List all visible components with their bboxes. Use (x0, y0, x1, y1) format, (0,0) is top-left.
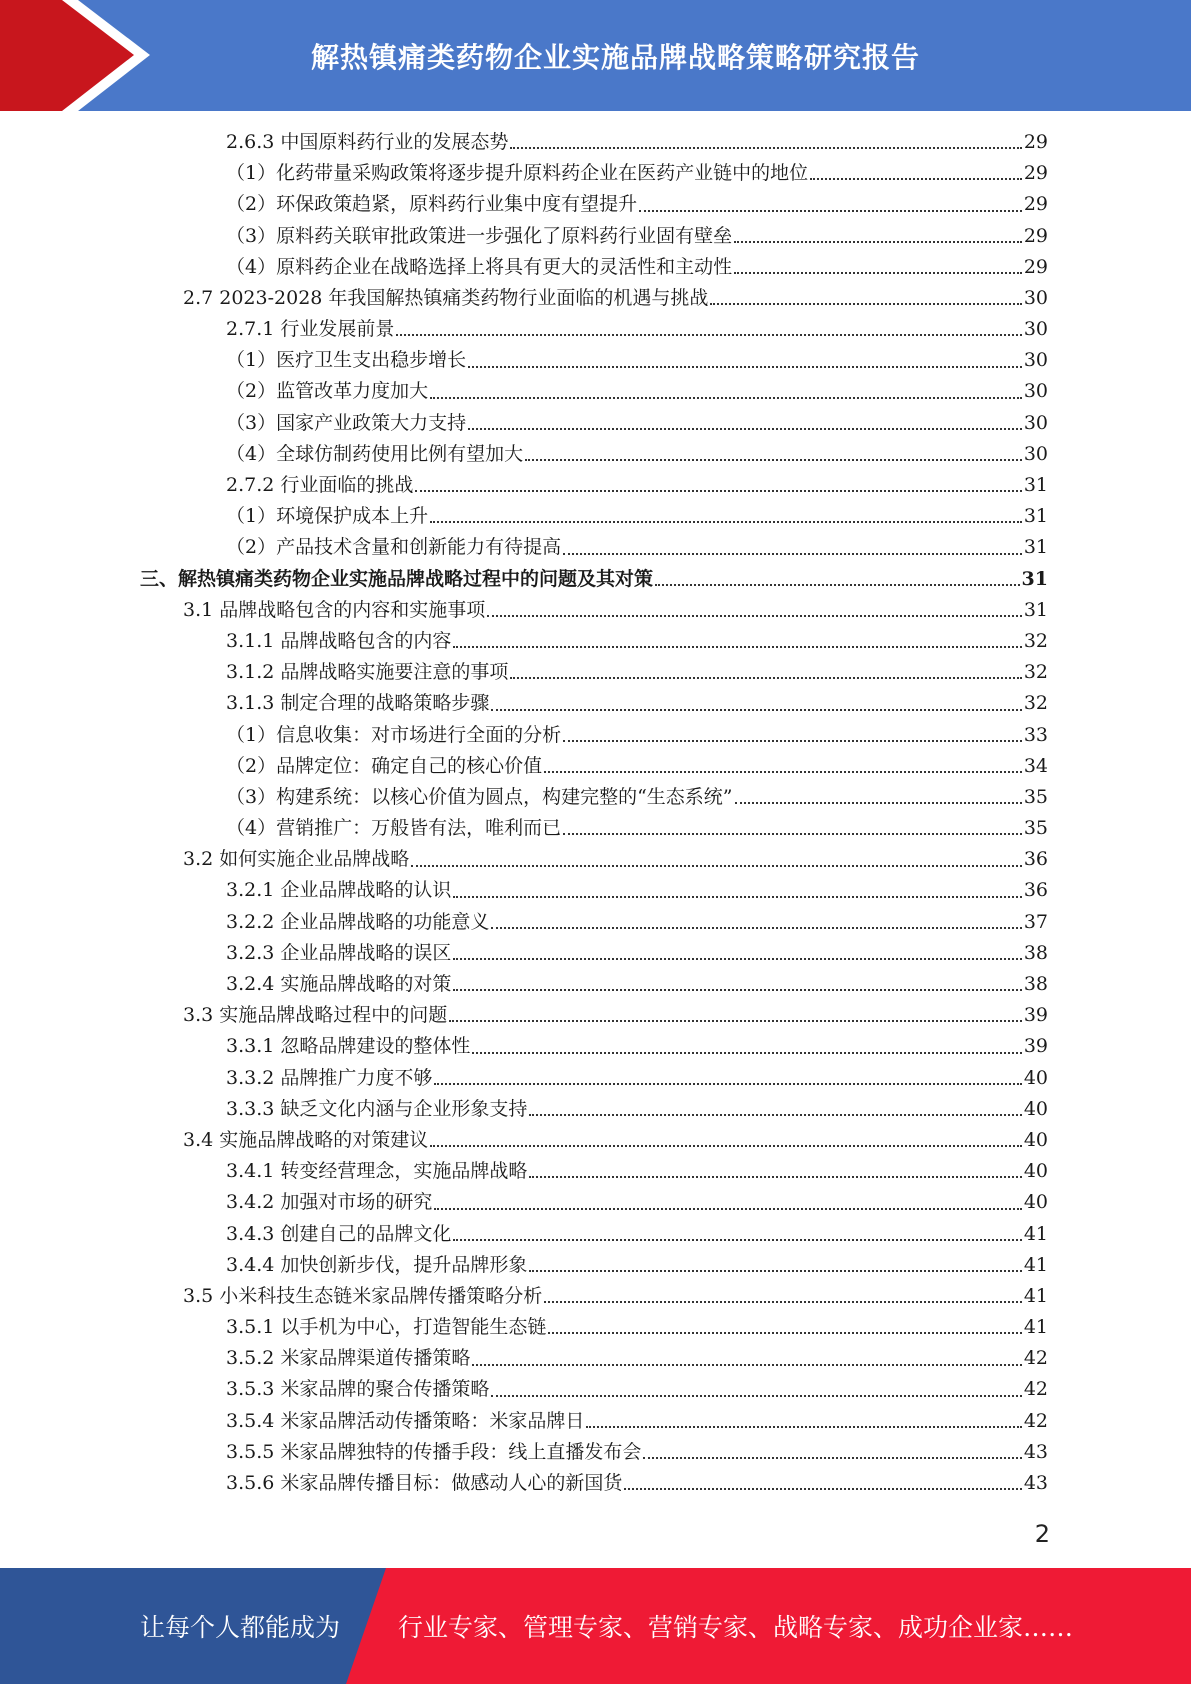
toc-entry[interactable] (140, 813, 1048, 844)
toc-entry[interactable] (140, 1125, 1048, 1156)
toc-entry-title: 3.5.4 米家品牌活动传播策略：米家品牌日 (226, 1409, 585, 1432)
toc-entry-title: （1）化药带量采购政策将逐步提升原料药企业在医药产业链中的地位 (226, 162, 809, 185)
dot-leader (544, 771, 1022, 773)
toc-entry-page: 29 (1023, 224, 1048, 247)
dot-leader (563, 553, 1022, 555)
dot-leader (643, 1457, 1021, 1459)
toc-entry-page: 39 (1023, 1004, 1048, 1027)
dot-leader (491, 709, 1021, 711)
toc-entry-page: 40 (1023, 1191, 1048, 1214)
dot-leader (430, 397, 1022, 399)
dot-leader (548, 1332, 1021, 1334)
toc-entry-page: 40 (1023, 1128, 1048, 1151)
toc-entry[interactable] (140, 720, 1048, 751)
toc-entry-title: 3.2.4 实施品牌战略的对策 (226, 973, 452, 996)
dot-leader (529, 1114, 1021, 1116)
toc-entry-page: 43 (1023, 1472, 1048, 1495)
toc-entry-title: （4）营销推广：万般皆有法，唯利而已 (226, 817, 562, 840)
dot-leader (586, 1426, 1021, 1428)
toc-entry[interactable] (140, 252, 1048, 283)
toc-entry-page: 38 (1023, 941, 1048, 964)
toc-entry-page: 30 (1023, 286, 1048, 309)
dot-leader (453, 896, 1021, 898)
document-title: 解热镇痛类药物企业实施品牌战略策略研究报告 (310, 40, 920, 74)
toc-entry-title: （4）全球仿制药使用比例有望加大 (226, 442, 524, 465)
toc-entry-page: 29 (1023, 162, 1048, 185)
toc-entry[interactable] (140, 377, 1048, 408)
dot-leader (529, 1176, 1021, 1178)
toc-entry[interactable] (140, 1219, 1048, 1250)
toc-entry[interactable] (140, 345, 1048, 376)
toc-entry[interactable] (140, 1468, 1048, 1499)
toc-entry-title: （1）医疗卫生支出稳步增长 (226, 349, 467, 372)
toc-entry[interactable] (140, 1156, 1048, 1187)
dot-leader (472, 1052, 1021, 1054)
toc-entry-page: 32 (1023, 661, 1048, 684)
toc-entry-title: 3.4 实施品牌战略的对策建议 (183, 1128, 429, 1151)
toc-entry[interactable] (140, 751, 1048, 782)
toc-entry-page: 41 (1023, 1316, 1048, 1339)
toc-entry-title: 3.4.3 创建自己的品牌文化 (226, 1222, 452, 1245)
toc-entry-title: 3.3.1 忽略品牌建设的整体性 (226, 1035, 471, 1058)
toc-entry-title: 3.5.3 米家品牌的聚合传播策略 (226, 1378, 490, 1401)
toc-entry-page: 31 (1023, 598, 1048, 621)
toc-entry-page: 29 (1023, 193, 1048, 216)
toc-entry[interactable] (140, 657, 1048, 688)
dot-leader (491, 927, 1021, 929)
toc-entry[interactable] (140, 1094, 1048, 1125)
toc-entry-title: 3.2.3 企业品牌战略的误区 (226, 941, 452, 964)
toc-entry-title: 3.4.2 加强对市场的研究 (226, 1191, 433, 1214)
toc-entry[interactable] (140, 876, 1048, 907)
toc-entry-title: 3.1 品牌战略包含的内容和实施事项 (183, 598, 486, 621)
toc-entry-title: 2.6.3 中国原料药行业的发展态势 (226, 130, 509, 153)
toc-entry-page: 30 (1023, 380, 1048, 403)
dot-leader (487, 615, 1022, 617)
dot-leader (563, 833, 1022, 835)
toc-entry-page: 38 (1023, 973, 1048, 996)
toc-entry-page: 41 (1023, 1253, 1048, 1276)
dot-leader (710, 303, 1021, 305)
dot-leader (468, 428, 1022, 430)
toc-entry[interactable] (140, 1250, 1048, 1281)
toc-entry-page: 37 (1023, 910, 1048, 933)
dot-leader (544, 1301, 1022, 1303)
toc-entry[interactable] (140, 1063, 1048, 1094)
dot-leader (449, 1020, 1022, 1022)
toc-entry-page: 42 (1023, 1409, 1048, 1432)
chevron-arrow-icon (0, 0, 160, 111)
toc-entry[interactable] (140, 1187, 1048, 1218)
toc-entry-title: （3）原料药关联审批政策进一步强化了原料药行业固有壁垒 (226, 224, 733, 247)
dot-leader (415, 490, 1021, 492)
dot-leader (453, 989, 1021, 991)
dot-leader (655, 584, 1020, 586)
toc-entry-page: 36 (1023, 848, 1048, 871)
toc-entry-page: 42 (1023, 1347, 1048, 1370)
toc-entry-page: 34 (1023, 754, 1048, 777)
dot-leader (810, 178, 1022, 180)
dot-leader (453, 958, 1021, 960)
toc-entry[interactable] (140, 221, 1048, 252)
toc-entry-title: 3.2 如何实施企业品牌战略 (183, 848, 410, 871)
toc-entry[interactable] (140, 626, 1048, 657)
toc-entry[interactable] (140, 1406, 1048, 1437)
toc-entry[interactable] (140, 158, 1048, 189)
toc-entry-page: 32 (1023, 629, 1048, 652)
toc-entry-title: （1）信息收集：对市场进行全面的分析 (226, 723, 562, 746)
toc-entry-page: 40 (1023, 1066, 1048, 1089)
toc-entry-title: （4）原料药企业在战略选择上将具有更大的灵活性和主动性 (226, 255, 733, 278)
toc-entry-title: 2.7.2 行业面临的挑战 (226, 474, 414, 497)
toc-entry[interactable] (140, 1031, 1048, 1062)
toc-entry[interactable] (140, 688, 1048, 719)
toc-entry-page: 31 (1023, 505, 1048, 528)
toc-entry[interactable] (140, 595, 1048, 626)
toc-entry-page: 31 (1021, 567, 1048, 590)
footer-slogan-right: 行业专家、管理专家、营销专家、战略专家、成功企业家…… (398, 1613, 1074, 1642)
toc-entry[interactable] (140, 283, 1048, 314)
toc-entry-page: 30 (1023, 411, 1048, 434)
document-footer (0, 1568, 1191, 1684)
toc-entry[interactable] (140, 938, 1048, 969)
toc-entry-page: 43 (1023, 1440, 1048, 1463)
toc-entry-title: （2）监管改革力度加大 (226, 380, 429, 403)
toc-entry-title: 3.5.1 以手机为中心，打造智能生态链 (226, 1316, 547, 1339)
toc-entry-page: 30 (1023, 349, 1048, 372)
toc-entry[interactable] (140, 1375, 1048, 1406)
toc-entry-page: 36 (1023, 879, 1048, 902)
dot-leader (529, 1270, 1021, 1272)
toc-entry-title: （3）构建系统：以核心价值为圆点，构建完整的“生态系统” (226, 785, 733, 808)
toc-entry-page: 40 (1023, 1160, 1048, 1183)
toc-entry-title: 3.1.1 品牌战略包含的内容 (226, 629, 452, 652)
toc-entry-title: 3.4.4 加快创新步伐，提升品牌形象 (226, 1253, 528, 1276)
toc-entry-title: （3）国家产业政策大力支持 (226, 411, 467, 434)
dot-leader (434, 1208, 1021, 1210)
dot-leader (453, 646, 1021, 648)
toc-entry-title: 3.5.2 米家品牌渠道传播策略 (226, 1347, 471, 1370)
toc-entry[interactable] (140, 1000, 1048, 1031)
toc-entry-title: 3.2.1 企业品牌战略的认识 (226, 879, 452, 902)
toc-entry-title: 3.1.3 制定合理的战略策略步骤 (226, 692, 490, 715)
toc-entry[interactable] (140, 782, 1048, 813)
toc-entry-page: 39 (1023, 1035, 1048, 1058)
toc-entry-title: （2）环保政策趋紧，原料药行业集中度有望提升 (226, 193, 638, 216)
toc-entry[interactable] (140, 969, 1048, 1000)
toc-entry[interactable] (140, 439, 1048, 470)
toc-entry-page: 42 (1023, 1378, 1048, 1401)
toc-entry-page: 41 (1023, 1222, 1048, 1245)
page-number: 2 (1034, 1520, 1050, 1548)
toc-entry-page: 35 (1023, 785, 1048, 808)
dot-leader (734, 241, 1022, 243)
toc-entry[interactable] (140, 1312, 1048, 1343)
toc-entry-title: 3.4.1 转变经营理念，实施品牌战略 (226, 1160, 528, 1183)
toc-entry[interactable] (140, 501, 1048, 532)
toc-entry[interactable] (140, 1343, 1048, 1374)
toc-entry[interactable] (140, 532, 1048, 563)
toc-entry[interactable] (140, 314, 1048, 345)
dot-leader (734, 272, 1022, 274)
toc-entry[interactable] (140, 189, 1048, 220)
toc-entry[interactable] (140, 844, 1048, 875)
toc-entry-page: 31 (1023, 536, 1048, 559)
table-of-contents (140, 127, 1048, 1499)
toc-entry[interactable] (140, 408, 1048, 439)
dot-leader (411, 865, 1022, 867)
toc-entry-page: 32 (1023, 692, 1048, 715)
toc-entry-title: 3.5.5 米家品牌独特的传播手段：线上直播发布会 (226, 1440, 642, 1463)
toc-entry-page: 31 (1023, 474, 1048, 497)
footer-slogan-left: 让每个人都能成为 (140, 1613, 341, 1642)
toc-entry-title: 3.5 小米科技生态链米家品牌传播策略分析 (183, 1284, 543, 1307)
dot-leader (434, 1083, 1021, 1085)
toc-entry[interactable] (140, 127, 1048, 158)
toc-entry[interactable] (140, 564, 1048, 595)
dot-leader (472, 1364, 1021, 1366)
toc-entry[interactable] (140, 470, 1048, 501)
toc-entry-title: 3.1.2 品牌战略实施要注意的事项 (226, 661, 509, 684)
toc-entry-page: 30 (1023, 318, 1048, 341)
document-header (0, 0, 1191, 111)
toc-entry-title: 3.3.3 缺乏文化内涵与企业形象支持 (226, 1097, 528, 1120)
toc-entry-page: 33 (1023, 723, 1048, 746)
toc-entry[interactable] (140, 1437, 1048, 1468)
toc-entry[interactable] (140, 907, 1048, 938)
dot-leader (396, 334, 1021, 336)
toc-entry-page: 29 (1023, 255, 1048, 278)
dot-leader (639, 210, 1022, 212)
dot-leader (563, 740, 1022, 742)
toc-entry-title: 3.2.2 企业品牌战略的功能意义 (226, 910, 490, 933)
dot-leader (468, 366, 1022, 368)
toc-entry-page: 29 (1023, 130, 1048, 153)
dot-leader (430, 1145, 1022, 1147)
dot-leader (735, 802, 1022, 804)
dot-leader (624, 1488, 1021, 1490)
dot-leader (453, 1239, 1021, 1241)
toc-entry-page: 41 (1023, 1284, 1048, 1307)
dot-leader (510, 147, 1021, 149)
toc-entry-page: 30 (1023, 442, 1048, 465)
toc-entry-title: 2.7 2023-2028 年我国解热镇痛类药物行业面临的机遇与挑战 (183, 286, 709, 309)
dot-leader (510, 677, 1021, 679)
toc-entry-title: 3.3.2 品牌推广力度不够 (226, 1066, 433, 1089)
toc-entry-title: （2）品牌定位：确定自己的核心价值 (226, 754, 543, 777)
toc-entry-title: （1）环境保护成本上升 (226, 505, 429, 528)
dot-leader (491, 1395, 1021, 1397)
toc-entry-title: （2）产品技术含量和创新能力有待提高 (226, 536, 562, 559)
toc-entry-page: 35 (1023, 817, 1048, 840)
toc-entry-title: 3.5.6 米家品牌传播目标：做感动人心的新国货 (226, 1472, 623, 1495)
dot-leader (525, 459, 1022, 461)
toc-entry[interactable] (140, 1281, 1048, 1312)
toc-entry-title: 三、解热镇痛类药物企业实施品牌战略过程中的问题及其对策 (140, 567, 654, 590)
toc-entry-title: 2.7.1 行业发展前景 (226, 318, 395, 341)
dot-leader (430, 521, 1022, 523)
toc-entry-title: 3.3 实施品牌战略过程中的问题 (183, 1004, 448, 1027)
toc-entry-page: 40 (1023, 1097, 1048, 1120)
